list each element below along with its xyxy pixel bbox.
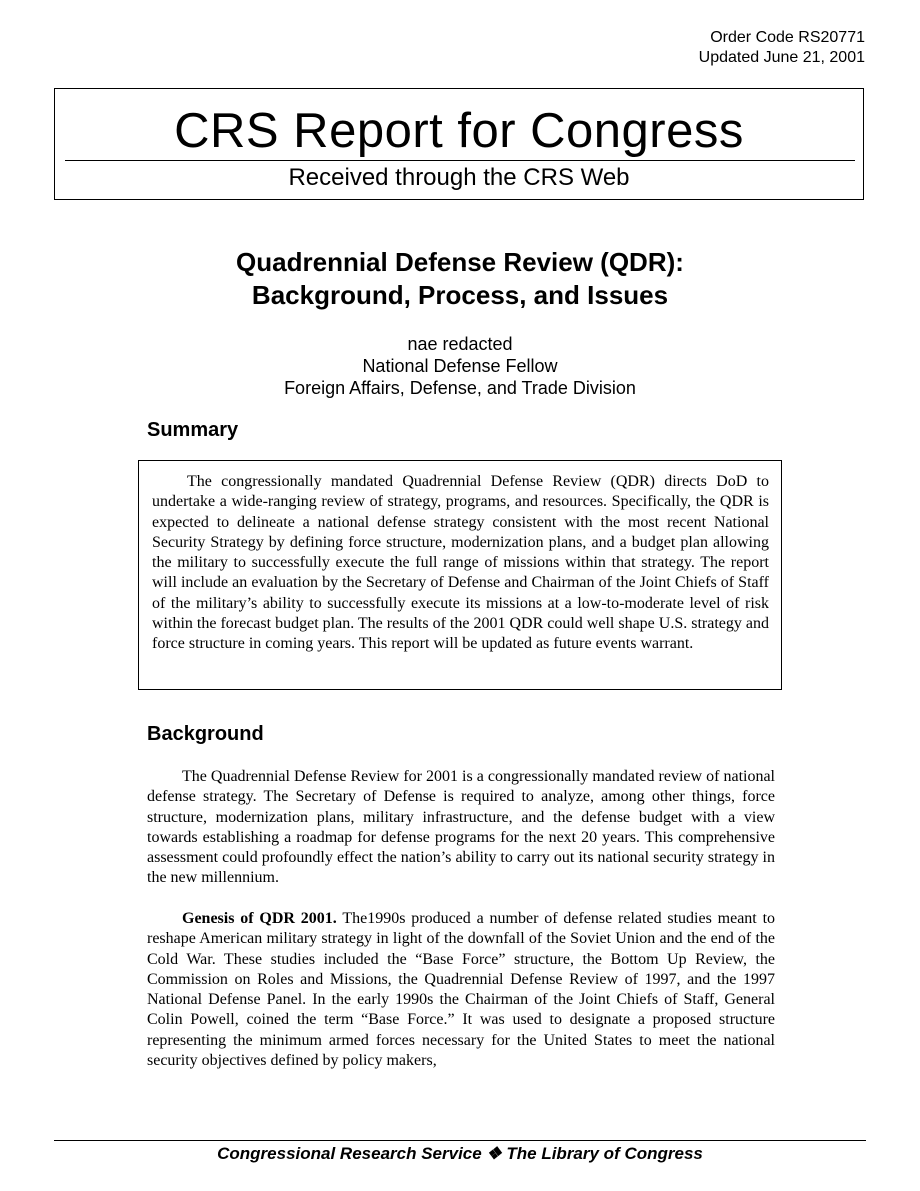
- author-title: National Defense Fellow: [362, 356, 558, 376]
- title-line-2: Background, Process, and Issues: [251, 280, 669, 310]
- banner-subtitle: Received through the CRS Web: [288, 164, 630, 191]
- author-division: Foreign Affairs, Defense, and Trade Division: [284, 378, 636, 398]
- author-name: nae redacted: [407, 334, 513, 354]
- order-code-block: [699, 28, 865, 68]
- author-block: [0, 333, 920, 399]
- genesis-paragraph: [147, 909, 775, 1071]
- summary-text: The congressionally mandated Quadrennial Defense Review (QDR) directs DoD to undertake a wide-ranging review of strategy, programs, and resources. Specifically, the QDR is expected to delineate a national defense strategy consistent with the most recent National Security Strategy by defining force structure, modernization plans, and a budget plan allowing the military to successfully execute the full range of missions within that strategy. The report will include an evaluation by the Secretary of Defense and Chairman of the Joint Chiefs of Staff of the military’s ability to successfully execute its missions at a low-to-moderate level of risk within the forecast budget plan. The results of the 2001 QDR could well shape U.S. strategy and force structure in coming years. This report will be updated as future events warrant.: [152, 473, 769, 653]
- banner-divider: [65, 160, 855, 161]
- background-section: [147, 767, 775, 889]
- summary-box: [138, 460, 782, 690]
- genesis-text: The1990s produced a number of defense related studies meant to reshape American military strategy in light of the downfall of the Soviet Union and the end of the Cold War. These studies included the “Base Force” structure, the Bottom Up Review, the Commission on Roles and Missions, the Quadrennial Defense Review of 1997, and the 1997 National Defense Panel. In the early 1990s the Chairman of the Joint Chiefs of Staff, General Colin Powell, coined the term “Base Force.” It was used to designate a proposed structure representing the minimum armed forces necessary for the United States to meet the national security objectives defined by policy makers,: [147, 910, 776, 1070]
- genesis-lead-in: Genesis of QDR 2001.: [182, 910, 337, 927]
- footer-text: Congressional Research Service ❖ The Library of Congress: [217, 1144, 703, 1163]
- title-line-1: Quadrennial Defense Review (QDR):: [236, 247, 684, 277]
- footer-divider: [54, 1140, 866, 1141]
- banner-title: CRS Report for Congress: [174, 104, 744, 158]
- order-code: Order Code RS20771: [710, 29, 865, 46]
- genesis-section: [147, 909, 775, 1071]
- report-banner: [54, 88, 864, 200]
- summary-heading: Summary: [147, 419, 239, 441]
- background-heading: Background: [147, 723, 264, 745]
- background-paragraph-1: The Quadrennial Defense Review for 2001 is a congressionally mandated review of national defense strategy. The Secretary of Defense is required to analyze, among other things, force structure, modernization plans, military infrastructure, and the defense budget with a view towards establishing a roadmap for defense programs for the next 20 years. This comprehensive assessment could profoundly effect the nation’s ability to carry out its national security strategy in the new millennium.: [147, 768, 775, 887]
- document-title: [0, 246, 920, 312]
- updated-date: Updated June 21, 2001: [698, 49, 865, 66]
